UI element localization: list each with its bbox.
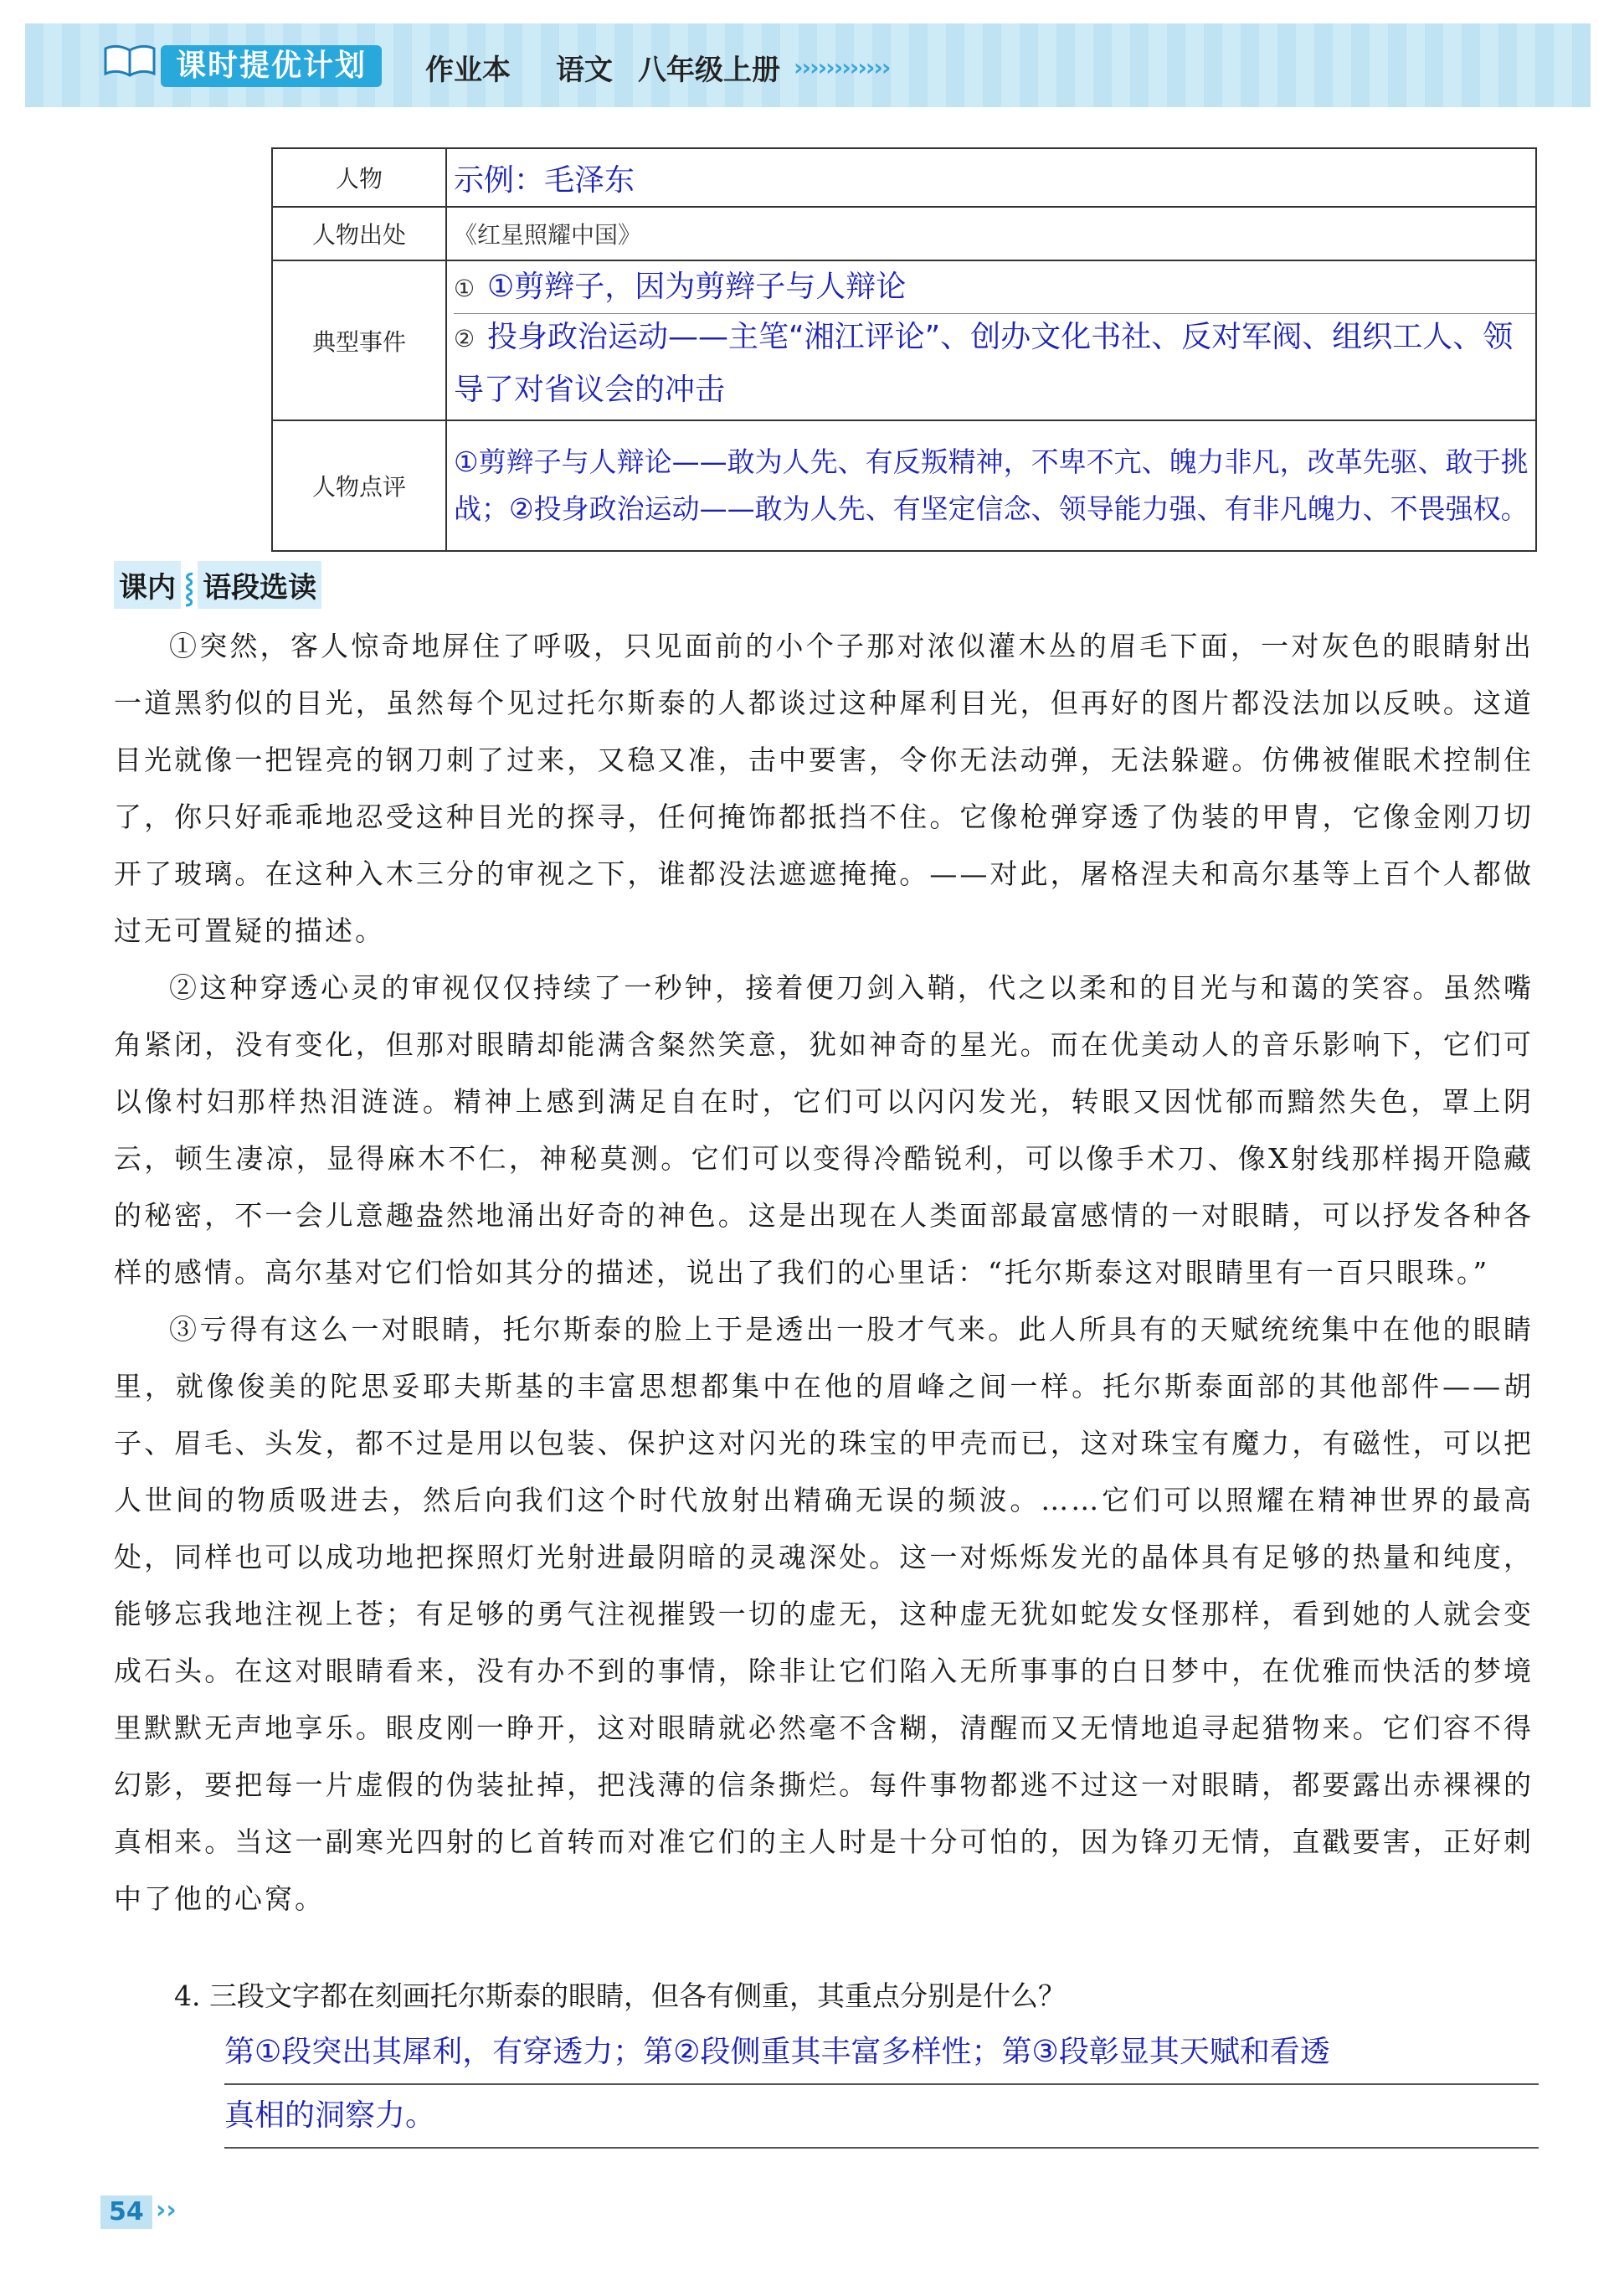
passage-paragraph: ①突然，客人惊奇地屏住了呼吸，只见面前的小个子那对浓似灌木丛的眉毛下面，一对灰色的眼睛射出一道黑豹似的目光，虽然每个见过托尔斯泰的人都谈过这种犀利目光，但再好的图片都没法加以反映。这道目光就像一把锃亮的钢刀刺了过来，又稳又准，击中要害，令你无法动弹，无法躲避。仿佛被催眠术控制住了，你只好乖乖地忍受这种目光的探寻，任何掩饰都抵挡不住。它像枪弹穿透了伪装的甲胄，它像金刚刀切开了玻璃。在这种入木三分的审视之下，谁都没法遮遮掩掩。——对此，屠格涅夫和高尔基等上百个人都做过无可置疑的描述。 (114, 630, 1534, 947)
table-row (272, 260, 1536, 420)
section-heading (114, 561, 321, 605)
section-part1: 课内 (114, 561, 181, 609)
answer-block (224, 2021, 1539, 2149)
open-book-icon (102, 42, 157, 79)
table-row (272, 420, 1536, 551)
passage-paragraph: ②这种穿透心灵的审视仅仅持续了一秒钟，接着便刀剑入鞘，代之以柔和的目光与和蔼的笑容。虽然嘴角紧闭，没有变化，但那对眼睛却能满含粲然笑意，犹如神奇的星光。而在优美动人的音乐影响下，它们可以像村妇那样热泪涟涟。精神上感到满足自在时，它们可以闪闪发光，转眼又因忧郁而黯然失色，罩上阴云，顿生凄凉，显得麻木不仁，神秘莫测。它们可以变得冷酷锐利，可以像手术刀、像X射线那样揭开隐藏的秘密，不一会儿意趣盎然地涌出好奇的神色。这是出现在人类面部最富感情的一对眼睛，可以抒发各种各样的感情。高尔基对它们恰如其分的描述，说出了我们的心里话：“托尔斯泰这对眼睛里有一百只眼珠。” (114, 971, 1534, 1289)
event-text: ①剪辫子，因为剪辫子与人辩论 (487, 270, 907, 304)
row-label: 典型事件 (272, 260, 446, 420)
brand-title: 课时提优计划 (161, 45, 382, 87)
character-table (271, 147, 1537, 552)
section-separator-icon: ⸾ (184, 571, 195, 605)
event-line (454, 261, 1535, 314)
row-value (446, 207, 1536, 260)
event-line (454, 314, 1535, 420)
answer-line: 真相的洞察力。 (224, 2085, 1539, 2149)
event-number: ① (454, 275, 475, 302)
subject-label: 语文 (556, 54, 613, 87)
header-chevrons: ›››››››››››› (794, 54, 890, 81)
row-label: 人物出处 (272, 207, 446, 260)
reading-passage (114, 618, 1534, 1928)
question-text: 4. 三段文字都在刻画托尔斯泰的眼睛，但各有侧重，其重点分别是什么？ (174, 1979, 1066, 2012)
events-cell (446, 260, 1536, 420)
passage-paragraph: ③亏得有这么一对眼睛，托尔斯泰的脸上于是透出一股才气来。此人所具有的天赋统统集中在他的眼睛里，就像俊美的陀思妥耶夫斯基的丰富思想都集中在他的眉峰之间一样。托尔斯泰面部的其他部件——胡子、眉毛、头发，都不过是用以包装、保护这对闪光的珠宝的甲壳而已，这对珠宝有魔力，有磁性，可以把人世间的物质吸进去，然后向我们这个时代放射出精确无误的频波。……它们可以照耀在精神世界的最高处，同样也可以成功地把探照灯光射进最阴暗的灵魂深处。这一对烁烁发光的晶体具有足够的热量和纯度，能够忘我地注视上苍；有足够的勇气注视摧毁一切的虚无，这种虚无犹如蛇发女怪那样，看到她的人就会变成石头。在这对眼睛看来，没有办不到的事情，除非让它们陷入无所事事的白日梦中，在优雅而快活的梦境里默默无声地享乐。眼皮刚一睁开，这对眼睛就必然毫不含糊，清醒而又无情地追寻起猎物来。它们容不得幻影，要把每一片虚假的伪装扯掉，把浅薄的信条撕烂。每件事物都逃不过这一对眼睛，都要露出赤裸裸的真相来。当这一副寒光四射的匕首转而对准它们的主人时是十分可怕的，因为锋刃无情，直戳要害，正好刺中了他的心窝。 (114, 1313, 1534, 1915)
table-row (272, 207, 1536, 260)
event-number: ② (454, 325, 475, 353)
character-comment: ①剪辫子与人辩论——敢为人先、有反叛精神，不卑不亢、魄力非凡，改革先驱、敢于挑战；②投身政治运动——敢为人先、有坚定信念、领导能力强、有非凡魄力、不畏强权。 (454, 445, 1529, 525)
source-book: 《红星照耀中国》 (454, 221, 642, 249)
section-part2: 语段选读 (198, 561, 321, 609)
workbook-label: 作业本 (425, 54, 511, 87)
page-chevron-icon: ›› (156, 2196, 177, 2225)
row-value (446, 420, 1536, 551)
row-value (446, 148, 1536, 207)
grade-label: 八年级上册 (638, 54, 780, 87)
page-number: 54 (100, 2196, 152, 2229)
character-name: 示例：毛泽东 (454, 162, 635, 198)
row-label: 人物 (272, 148, 446, 207)
event-text: 投身政治运动——主笔“湘江评论”、创办文化书社、反对军阀、组织工人、领导了对省议会的冲击 (454, 320, 1514, 407)
answer-line: 第①段突出其犀利，有穿透力；第②段侧重其丰富多样性；第③段彰显其天赋和看透 (224, 2021, 1539, 2085)
table-row (272, 148, 1536, 207)
row-label: 人物点评 (272, 420, 446, 551)
